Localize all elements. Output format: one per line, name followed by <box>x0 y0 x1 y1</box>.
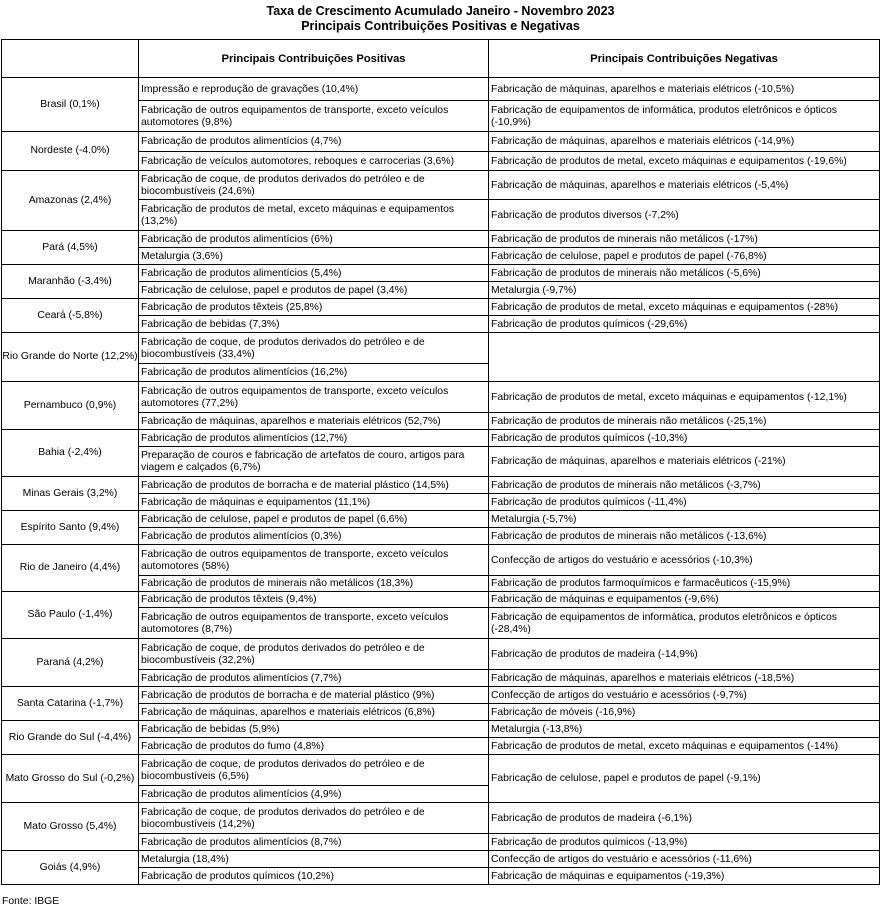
header-negative: Principais Contribuições Negativas <box>489 40 880 78</box>
header-state <box>2 40 139 78</box>
positive-contribution-cell: Fabricação de coque, de produtos derivados do petróleo e de biocombustíveis (14,2%) <box>139 803 489 834</box>
table-row <box>2 265 880 282</box>
positive-contribution-cell: Fabricação de produtos do fumo (4,8%) <box>139 738 489 755</box>
table-row <box>2 639 880 670</box>
state-cell: Rio Grande do Sul (-4,4%) <box>2 721 139 755</box>
table-row <box>2 851 880 868</box>
positive-contribution-cell: Fabricação de bebidas (7,3%) <box>139 316 489 333</box>
state-cell: Pará (4,5%) <box>2 231 139 265</box>
state-cell: Mato Grosso do Sul (-0,2%) <box>2 755 139 803</box>
table-row <box>2 687 880 704</box>
negative-contribution-cell: Confecção de artigos do vestuário e acessórios (-10,3%) <box>489 545 880 576</box>
table-row <box>2 333 880 364</box>
positive-contribution-cell: Fabricação de coque, de produtos derivados do petróleo e de biocombustíveis (24,6%) <box>139 171 489 200</box>
positive-contribution-cell: Fabricação de coque, de produtos derivados do petróleo e de biocombustíveis (6,5%) <box>139 755 489 786</box>
table-subtitle: Principais Contribuições Positivas e Negativas <box>301 19 580 33</box>
table-title: Taxa de Crescimento Acumulado Janeiro - Novembro 2023 <box>266 4 615 18</box>
negative-contribution-cell: Fabricação de produtos de metal, exceto máquinas e equipamentos (-28%) <box>489 299 880 316</box>
positive-contribution-cell: Fabricação de celulose, papel e produtos de papel (6,6%) <box>139 511 489 528</box>
state-cell: Amazonas (2,4%) <box>2 171 139 231</box>
positive-contribution-cell: Fabricação de produtos alimentícios (8,7%) <box>139 834 489 851</box>
state-cell: Minas Gerais (3,2%) <box>2 477 139 511</box>
state-cell: Santa Catarina (-1,7%) <box>2 687 139 721</box>
negative-contribution-cell: Fabricação de equipamentos de informática, produtos eletrônicos e ópticos (-10,9%) <box>489 101 880 132</box>
negative-contribution-cell: Fabricação de máquinas, aparelhos e materiais elétricos (-21%) <box>489 447 880 477</box>
table-row <box>2 755 880 786</box>
positive-contribution-cell: Fabricação de produtos alimentícios (7,7%) <box>139 670 489 687</box>
negative-contribution-cell: Fabricação de máquinas e equipamentos (-9,6%) <box>489 592 880 608</box>
state-cell: Ceará (-5,8%) <box>2 299 139 333</box>
table-row <box>2 231 880 248</box>
positive-contribution-cell: Fabricação de máquinas, aparelhos e materiais elétricos (6,8%) <box>139 704 489 721</box>
positive-contribution-cell: Impressão e reprodução de gravações (10,4%) <box>139 78 489 101</box>
state-cell: São Paulo (-1,4%) <box>2 592 139 639</box>
negative-contribution-cell: Fabricação de produtos farmoquímicos e farmacêuticos (-15,9%) <box>489 576 880 592</box>
state-cell: Rio Grande do Norte (12,2%) <box>2 333 139 382</box>
negative-contribution-cell: Fabricação de produtos de minerais não metálicos (-17%) <box>489 231 880 248</box>
table-body <box>2 78 880 885</box>
state-cell: Goiás (4,9%) <box>2 851 139 885</box>
header-positive: Principais Contribuições Positivas <box>139 40 489 78</box>
state-cell: Rio de Janeiro (4,4%) <box>2 545 139 592</box>
header-row <box>2 40 880 78</box>
positive-contribution-cell: Metalurgia (3,6%) <box>139 248 489 265</box>
negative-contribution-cell: Fabricação de produtos de metal, exceto máquinas e equipamentos (-12,1%) <box>489 382 880 413</box>
positive-contribution-cell: Fabricação de produtos de metal, exceto máquinas e equipamentos (13,2%) <box>139 200 489 231</box>
negative-contribution-cell: Fabricação de produtos de minerais não metálicos (-5,6%) <box>489 265 880 282</box>
positive-contribution-cell: Fabricação de outros equipamentos de transporte, exceto veículos automotores (8,7%) <box>139 608 489 639</box>
positive-contribution-cell: Fabricação de produtos alimentícios (0,3%) <box>139 528 489 545</box>
negative-contribution-cell: Fabricação de produtos de madeira (-14,9%) <box>489 639 880 670</box>
contributions-table <box>1 39 880 885</box>
negative-contribution-cell: Metalurgia (-13,8%) <box>489 721 880 738</box>
positive-contribution-cell: Fabricação de coque, de produtos derivados do petróleo e de biocombustíveis (33,4%) <box>139 333 489 364</box>
positive-contribution-cell: Fabricação de produtos têxteis (9,4%) <box>139 592 489 608</box>
positive-contribution-cell: Fabricação de produtos alimentícios (16,2%) <box>139 364 489 382</box>
negative-contribution-cell: Fabricação de máquinas, aparelhos e materiais elétricos (-5,4%) <box>489 171 880 200</box>
negative-contribution-cell: Fabricação de produtos de madeira (-6,1%) <box>489 803 880 834</box>
positive-contribution-cell: Fabricação de produtos alimentícios (4,9%) <box>139 786 489 803</box>
table-row <box>2 171 880 200</box>
table-row <box>2 511 880 528</box>
positive-contribution-cell: Fabricação de produtos alimentícios (6%) <box>139 231 489 248</box>
table-row <box>2 299 880 316</box>
negative-contribution-cell: Fabricação de produtos de minerais não metálicos (-25,1%) <box>489 413 880 430</box>
positive-contribution-cell: Fabricação de veículos automotores, reboques e carrocerias (3,6%) <box>139 152 489 171</box>
negative-contribution-cell: Fabricação de celulose, papel e produtos de papel (-76,8%) <box>489 248 880 265</box>
negative-contribution-cell: Fabricação de móveis (-16,9%) <box>489 704 880 721</box>
state-cell: Brasil (0,1%) <box>2 78 139 132</box>
positive-contribution-cell: Fabricação de produtos alimentícios (4,7%) <box>139 132 489 152</box>
positive-contribution-cell: Preparação de couros e fabricação de artefatos de couro, artigos para viagem e calçados (6,7%) <box>139 447 489 477</box>
negative-contribution-cell: Fabricação de produtos químicos (-13,9%) <box>489 834 880 851</box>
positive-contribution-cell: Fabricação de coque, de produtos derivados do petróleo e de biocombustíveis (32,2%) <box>139 639 489 670</box>
negative-contribution-cell: Fabricação de produtos químicos (-11,4%) <box>489 494 880 511</box>
positive-contribution-cell: Fabricação de celulose, papel e produtos de papel (3,4%) <box>139 282 489 299</box>
negative-contribution-cell: Fabricação de produtos diversos (-7,2%) <box>489 200 880 231</box>
state-cell: Mato Grosso (5,4%) <box>2 803 139 851</box>
negative-contribution-cell <box>489 333 880 382</box>
negative-contribution-cell: Fabricação de máquinas, aparelhos e materiais elétricos (-10,5%) <box>489 78 880 101</box>
table-row <box>2 803 880 834</box>
positive-contribution-cell: Fabricação de produtos têxteis (25,8%) <box>139 299 489 316</box>
negative-contribution-cell: Fabricação de produtos de minerais não metálicos (-3,7%) <box>489 477 880 494</box>
source-note: Fonte: IBGE <box>2 896 60 907</box>
table-row <box>2 721 880 738</box>
positive-contribution-cell: Fabricação de produtos alimentícios (12,7%) <box>139 430 489 447</box>
state-cell: Paraná (4,2%) <box>2 639 139 687</box>
negative-contribution-cell: Fabricação de celulose, papel e produtos de papel (-9,1%) <box>489 755 880 803</box>
negative-contribution-cell: Fabricação de produtos de metal, exceto máquinas e equipamentos (-19,6%) <box>489 152 880 171</box>
positive-contribution-cell: Fabricação de produtos de minerais não metálicos (18,3%) <box>139 576 489 592</box>
negative-contribution-cell: Fabricação de máquinas e equipamentos (-19,3%) <box>489 868 880 885</box>
state-cell: Nordeste (-4.0%) <box>2 132 139 171</box>
state-cell: Pernambuco (0,9%) <box>2 382 139 430</box>
state-cell: Espírito Santo (9,4%) <box>2 511 139 545</box>
table-row <box>2 382 880 413</box>
negative-contribution-cell: Fabricação de produtos químicos (-10,3%) <box>489 430 880 447</box>
state-cell: Maranhão (-3,4%) <box>2 265 139 299</box>
positive-contribution-cell: Fabricação de produtos de borracha e de material plástico (9%) <box>139 687 489 704</box>
negative-contribution-cell: Fabricação de produtos químicos (-29,6%) <box>489 316 880 333</box>
positive-contribution-cell: Metalurgia (18,4%) <box>139 851 489 868</box>
positive-contribution-cell: Fabricação de outros equipamentos de transporte, exceto veículos automotores (9,8%) <box>139 101 489 132</box>
positive-contribution-cell: Fabricação de máquinas e equipamentos (11,1%) <box>139 494 489 511</box>
negative-contribution-cell: Fabricação de máquinas, aparelhos e materiais elétricos (-14,9%) <box>489 132 880 152</box>
negative-contribution-cell: Fabricação de máquinas, aparelhos e materiais elétricos (-18,5%) <box>489 670 880 687</box>
negative-contribution-cell: Confecção de artigos do vestuário e acessórios (-11,6%) <box>489 851 880 868</box>
table-row <box>2 132 880 152</box>
positive-contribution-cell: Fabricação de produtos alimentícios (5,4%) <box>139 265 489 282</box>
table-row <box>2 78 880 101</box>
positive-contribution-cell: Fabricação de produtos de borracha e de material plástico (14,5%) <box>139 477 489 494</box>
negative-contribution-cell: Metalurgia (-5,7%) <box>489 511 880 528</box>
negative-contribution-cell: Fabricação de equipamentos de informática, produtos eletrônicos e ópticos (-28,4%) <box>489 608 880 639</box>
table-row <box>2 477 880 494</box>
positive-contribution-cell: Fabricação de máquinas, aparelhos e materiais elétricos (52,7%) <box>139 413 489 430</box>
table-row <box>2 430 880 447</box>
negative-contribution-cell: Metalurgia (-9,7%) <box>489 282 880 299</box>
negative-contribution-cell: Confecção de artigos do vestuário e acessórios (-9,7%) <box>489 687 880 704</box>
positive-contribution-cell: Fabricação de outros equipamentos de transporte, exceto veículos automotores (58%) <box>139 545 489 576</box>
table-row <box>2 545 880 576</box>
positive-contribution-cell: Fabricação de bebidas (5,9%) <box>139 721 489 738</box>
table-row <box>2 592 880 608</box>
positive-contribution-cell: Fabricação de produtos químicos (10,2%) <box>139 868 489 885</box>
positive-contribution-cell: Fabricação de outros equipamentos de transporte, exceto veículos automotores (77,2%) <box>139 382 489 413</box>
negative-contribution-cell: Fabricação de produtos de minerais não metálicos (-13,6%) <box>489 528 880 545</box>
negative-contribution-cell: Fabricação de produtos de metal, exceto máquinas e equipamentos (-14%) <box>489 738 880 755</box>
state-cell: Bahia (-2,4%) <box>2 430 139 477</box>
